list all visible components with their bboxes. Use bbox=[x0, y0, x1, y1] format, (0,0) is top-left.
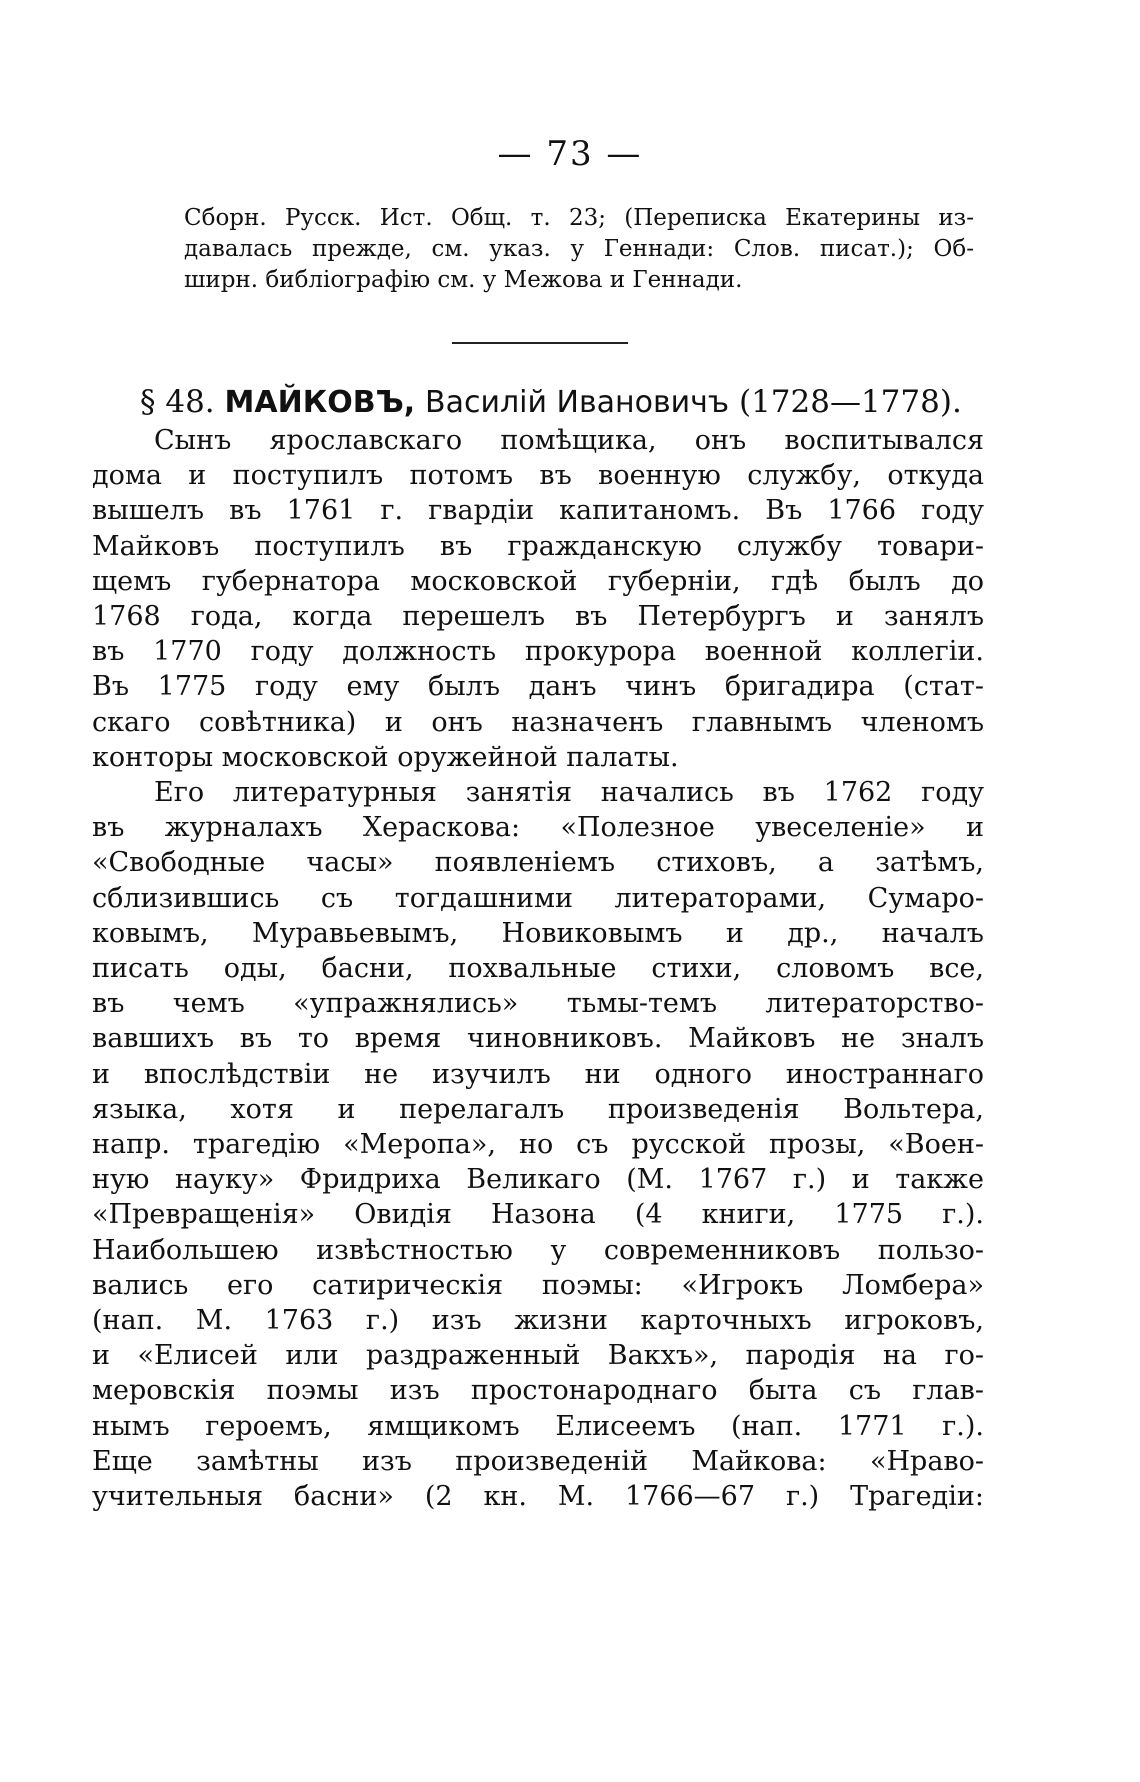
footnote-line: Сборн. Русск. Ист. Общ. т. 23; (Переписка Екатерины из- bbox=[184, 205, 974, 231]
text-line: «Превращенія» Овидія Назона (4 книги, 1775 г.). bbox=[92, 1199, 984, 1231]
text-line: и «Елисей или раздраженный Вакхъ», пародія на го- bbox=[92, 1340, 984, 1372]
section-number: § 48. bbox=[140, 384, 215, 420]
text-line: щемъ губернатора московской губерніи, гдѣ былъ до bbox=[92, 565, 984, 597]
text-line: скаго совѣтника) и онъ назначенъ главнымъ членомъ bbox=[92, 706, 984, 738]
text-line: Еще замѣтны изъ произведеній Майкова: «Нраво- bbox=[92, 1445, 984, 1477]
text-line: языка, хотя и перелагалъ произведенія Вольтера, bbox=[92, 1093, 984, 1125]
footnote bbox=[184, 203, 974, 296]
text-line: въ 1770 году должность прокурора военной коллегіи. bbox=[92, 636, 984, 668]
text-line: въ чемъ «упражнялись» тьмы-темъ литераторство- bbox=[92, 988, 984, 1020]
section-heading bbox=[140, 384, 980, 420]
text-line: меровскія поэмы изъ простонароднаго быта съ глав- bbox=[92, 1375, 984, 1407]
text-line: 1768 года, когда перешелъ въ Петербургъ и занялъ bbox=[92, 601, 984, 633]
footnote-line: ширн. библіографію см. у Межова и Геннади. bbox=[184, 267, 743, 293]
text-line: (нап. М. 1763 г.) изъ жизни карточныхъ игроковъ, bbox=[92, 1305, 984, 1337]
author-given-names: Василій Ивановичъ bbox=[425, 385, 730, 420]
text-line: вавшихъ въ то время чиновниковъ. Майковъ не зналъ bbox=[92, 1023, 984, 1055]
text-line: вышелъ въ 1761 г. гвардіи капитаномъ. Въ 1766 году bbox=[92, 495, 984, 527]
footnote-line: давалась прежде, см. указ. у Геннади: Слов. писат.); Об- bbox=[184, 236, 974, 262]
text-line: Майковъ поступилъ въ гражданскую службу товари- bbox=[92, 530, 984, 562]
text-line: ную науку» Фридриха Великаго (М. 1767 г.) и также bbox=[92, 1164, 984, 1196]
text-line: «Свободные часы» появленіемъ стиховъ, а затѣмъ, bbox=[92, 847, 984, 879]
text-line: и впослѣдствіи не изучилъ ни одного иностраннаго bbox=[92, 1058, 984, 1090]
text-line: вались его сатирическія поэмы: «Игрокъ Ломбера» bbox=[92, 1269, 984, 1301]
text-line: сблизившись съ тогдашними литераторами, Сумаро- bbox=[92, 882, 984, 914]
text-line: учительныя басни» (2 кн. М. 1766—67 г.) Трагедіи: bbox=[92, 1481, 984, 1513]
text-line: Наибольшею извѣстностью у современниковъ пользо- bbox=[92, 1234, 984, 1266]
text-line: писать оды, басни, похвальные стихи, словомъ все, bbox=[92, 953, 984, 985]
text-line: нымъ героемъ, ямщикомъ Елисеемъ (нап. 1771 г.). bbox=[92, 1410, 984, 1442]
text-line: дома и поступилъ потомъ въ военную службу, откуда bbox=[92, 460, 984, 492]
text-line: напр. трагедію «Меропа», но съ русской прозы, «Воен- bbox=[92, 1129, 984, 1161]
text-line: Въ 1775 году ему былъ данъ чинъ бригадира (стат- bbox=[92, 671, 984, 703]
author-surname: МАЙКОВЪ, bbox=[224, 385, 416, 420]
body-text bbox=[92, 423, 984, 1514]
page-number: — 73 — bbox=[497, 134, 643, 174]
text-line: Его литературныя занятія начались въ 1762 году bbox=[154, 777, 984, 809]
text-line: ковымъ, Муравьевымъ, Новиковымъ и др., началъ bbox=[92, 917, 984, 949]
author-years: (1728—1778). bbox=[738, 384, 962, 420]
text-line: Сынъ ярославскаго помѣщика, онъ воспитывался bbox=[154, 425, 984, 456]
text-line: въ журналахъ Хераскова: «Полезное увеселеніе» и bbox=[92, 812, 984, 844]
text-line: конторы московской оружейной палаты. bbox=[92, 741, 679, 773]
separator-rule bbox=[452, 342, 628, 344]
